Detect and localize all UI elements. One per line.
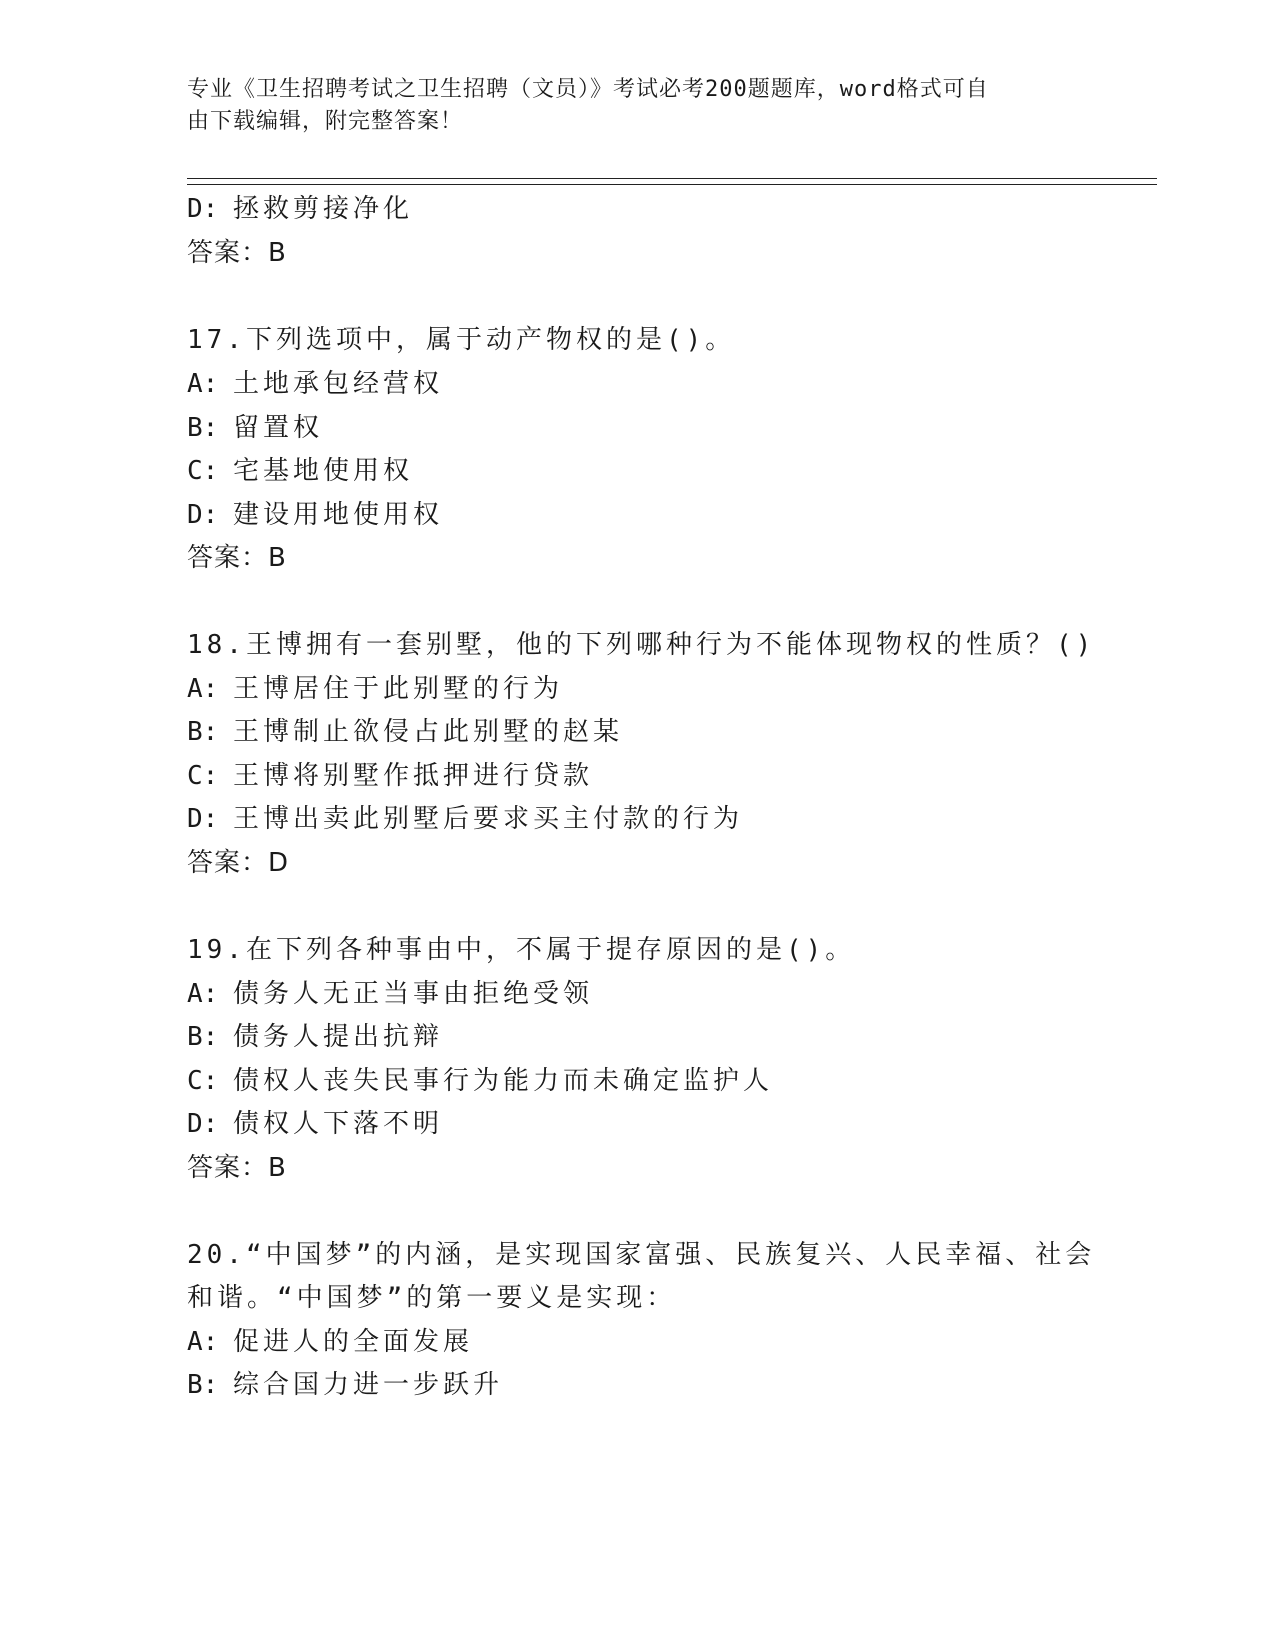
option-letter: B: [187, 1022, 219, 1052]
answer-line: 答案：B [187, 543, 287, 573]
option-text: 留置权 [233, 413, 324, 443]
option-line [187, 715, 623, 749]
option-text: 债权人丧失民事行为能力而未确定监护人 [233, 1066, 774, 1096]
answer-line: 答案：B [187, 238, 287, 268]
question-number: 20. [187, 1240, 246, 1270]
header-line-1: 专业《卫生招聘考试之卫生招聘（文员）》考试必考200题题库，word格式可自 [187, 77, 989, 102]
option-letter: A: [187, 369, 219, 399]
header-rule-bottom [187, 184, 1157, 185]
option-line [187, 1368, 503, 1402]
option-letter: B: [187, 413, 219, 443]
option-line [187, 672, 563, 706]
question-stem [187, 628, 1095, 662]
option-text: 综合国力进一步跃升 [233, 1370, 504, 1400]
header-rule-top [187, 178, 1157, 179]
option-line [187, 411, 323, 445]
option-text: 王博制止欲侵占此别墅的赵某 [233, 717, 624, 747]
option-letter: A: [187, 1327, 219, 1357]
question-stem-continued: 和谐。“中国梦”的第一要义是实现： [187, 1283, 677, 1313]
question-stem [187, 323, 735, 357]
option-text: 债权人下落不明 [233, 1109, 444, 1139]
option-letter: C: [187, 761, 219, 791]
question-number: 17. [187, 325, 246, 355]
question-text: 王博拥有一套别墅，他的下列哪种行为不能体现物权的性质？() [245, 630, 1096, 660]
question-number: 18. [187, 630, 246, 660]
question-text: 下列选项中，属于动产物权的是()。 [245, 325, 736, 355]
document-header [187, 74, 1067, 138]
option-line [187, 454, 413, 488]
option-line [187, 1107, 443, 1141]
option-letter: D: [187, 804, 219, 834]
option-line [187, 802, 743, 836]
option-line [187, 192, 413, 226]
option-text: 债务人无正当事由拒绝受领 [233, 979, 594, 1009]
question-number: 19. [187, 935, 246, 965]
option-line [187, 759, 593, 793]
option-text: 宅基地使用权 [233, 456, 414, 486]
option-letter: B: [187, 1370, 219, 1400]
option-letter: D: [187, 194, 219, 224]
option-text: 建设用地使用权 [233, 500, 444, 530]
question-text: “中国梦”的内涵，是实现国家富强、民族复兴、人民幸福、社会 [245, 1240, 1096, 1270]
answer-line: 答案：B [187, 1153, 287, 1183]
answer-line: 答案：D [187, 848, 290, 878]
option-text: 王博居住于此别墅的行为 [233, 674, 564, 704]
option-text: 拯救剪接净化 [233, 194, 414, 224]
option-text: 王博将别墅作抵押进行贷款 [233, 761, 594, 791]
option-letter: D: [187, 1109, 219, 1139]
option-text: 债务人提出抗辩 [233, 1022, 444, 1052]
option-letter: A: [187, 674, 219, 704]
option-text: 土地承包经营权 [233, 369, 444, 399]
option-letter: A: [187, 979, 219, 1009]
option-line [187, 977, 593, 1011]
option-letter: B: [187, 717, 219, 747]
option-letter: C: [187, 1066, 219, 1096]
option-letter: C: [187, 456, 219, 486]
question-text: 在下列各种事由中，不属于提存原因的是()。 [245, 935, 856, 965]
option-letter: D: [187, 500, 219, 530]
option-line [187, 1064, 773, 1098]
option-line [187, 1325, 473, 1359]
option-line [187, 1020, 443, 1054]
option-line [187, 367, 443, 401]
option-line [187, 498, 443, 532]
question-stem [187, 1238, 1095, 1272]
option-text: 王博出卖此别墅后要求买主付款的行为 [233, 804, 744, 834]
question-stem [187, 933, 855, 967]
header-line-2: 由下载编辑，附完整答案！ [187, 109, 464, 134]
option-text: 促进人的全面发展 [233, 1327, 474, 1357]
